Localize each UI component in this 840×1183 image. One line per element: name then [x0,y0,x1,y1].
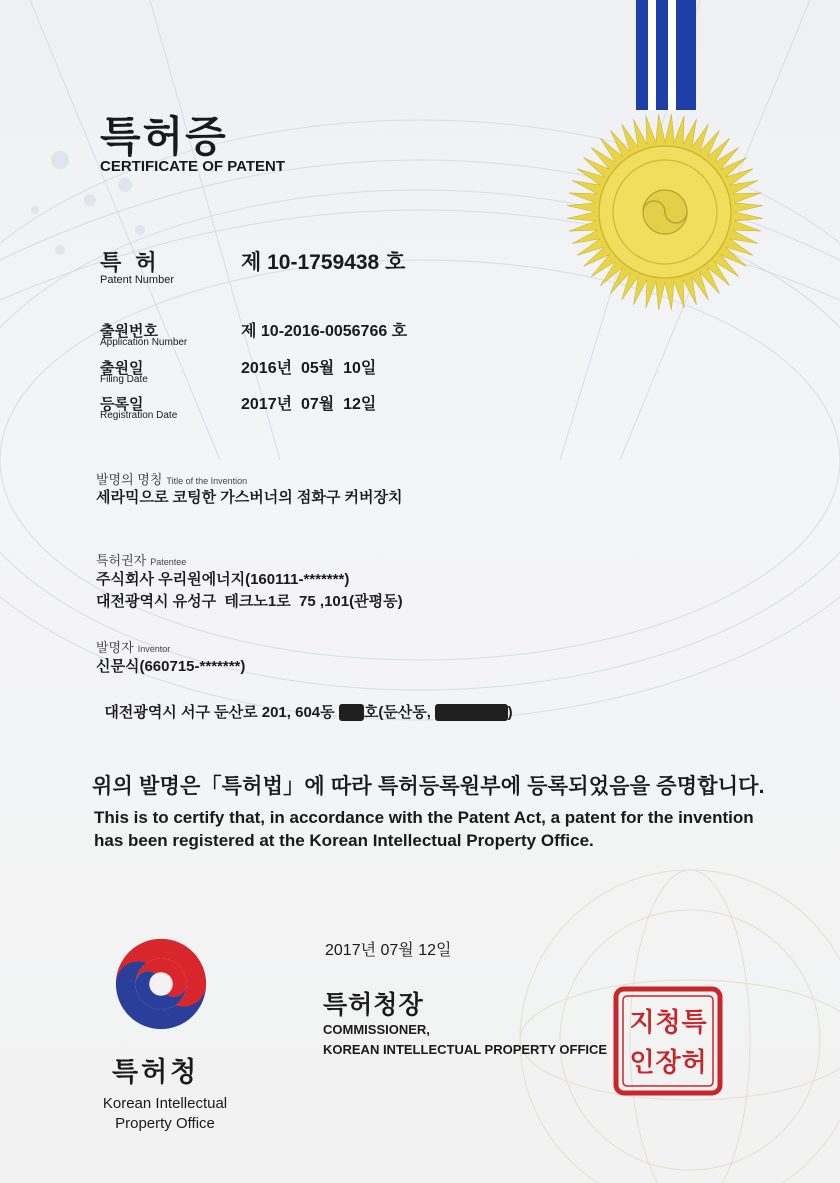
kipo-name-ko: 특허청 [112,1057,200,1087]
patentee-address: 대전광역시 유성구 테크노1로 75 ,101(관평동) [96,593,403,610]
seal-glyph: 지 [629,1008,655,1038]
application-number-label: 출원번호 [100,323,158,340]
commissioner-title-en [323,1020,607,1060]
ribbon-stripe [676,0,696,110]
issue-date: 2017년 07월 12일 [325,942,452,959]
inventor-address-suffix: ) [507,704,513,721]
patent-number-label: 특 허 [100,250,161,275]
seal-glyph: 허 [681,1048,707,1078]
registration-date-label-en: Registration Date [100,410,178,421]
inventor-address [96,680,513,724]
patentee-label-ko: 특허권자 [96,553,147,568]
patent-number-value: 제 10-1759438 호 [241,251,406,274]
certificate-title: 특허증 [100,113,228,160]
filing-date-label: 출원일 [100,360,144,377]
redacted-text [339,704,364,721]
invention-title-label [96,469,247,488]
filing-date-value: 2016년 05월 10일 [241,360,377,377]
invention-title-label-ko: 발명의 명칭 [96,472,163,487]
certification-statement-en-line1: This is to certify that, in accordance with the Patent Act, a patent for the invention [94,808,754,827]
filing-date-label-en: Filing Date [100,374,148,385]
seal-glyph: 특 [681,1008,707,1038]
patentee-name: 주식회사 우리원에너지(160111-*******) [96,571,350,588]
application-number-label-en: Application Number [100,337,188,348]
commissioner-title-ko: 특허청장 [323,991,424,1019]
redacted-text [435,704,507,721]
invention-title-label-en: Title of the Invention [166,476,248,486]
seal-glyph: 청 [655,1008,681,1038]
gold-seal [565,112,765,312]
certification-statement-en-line2: has been registered at the Korean Intellectual Property Office. [94,831,594,850]
kipo-name-en-line1: Korean Intellectual [102,1095,228,1112]
ribbon-stripe [636,0,648,110]
patentee-label [96,550,186,569]
inventor-address-prefix: 대전광역시 서구 둔산로 201, 604동 [104,704,339,721]
patentee-label-en: Patentee [150,557,187,567]
application-number-value: 제 10-2016-0056766 호 [241,323,408,340]
inventor-name: 신문식(660715-*******) [96,658,246,675]
invention-title-value: 세라믹으로 코팅한 가스버너의 점화구 커버장치 [96,489,403,506]
registration-date-value: 2017년 07월 12일 [241,396,377,413]
patent-number-label-en: Patent Number [100,274,174,286]
registration-date-label: 등록일 [100,396,144,413]
ribbon-gap [648,0,656,110]
commissioner-title-en-line1: COMMISSIONER, [323,1022,430,1037]
inventor-address-middle: 호(둔산동, [363,704,436,721]
kipo-name-en-line2: Property Office [115,1115,215,1132]
ribbon-gap [668,0,676,110]
official-red-seal [612,985,724,1097]
inventor-label-ko: 발명자 [96,640,134,655]
ribbon-stripe [656,0,668,110]
seal-glyph: 장 [655,1048,681,1078]
kipo-logo-icon [112,935,210,1033]
seal-glyph: 인 [629,1048,655,1078]
certificate-title-en: CERTIFICATE OF PATENT [100,158,285,175]
certification-statement-ko: 위의 발명은「특허법」에 따라 특허등록원부에 등록되었음을 증명합니다. [92,775,765,798]
kipo-name-en [90,1094,240,1134]
inventor-label [96,637,170,656]
inventor-label-en: Inventor [137,644,171,654]
certification-statement-en [94,806,814,852]
commissioner-title-en-line2: KOREAN INTELLECTUAL PROPERTY OFFICE [323,1042,608,1057]
